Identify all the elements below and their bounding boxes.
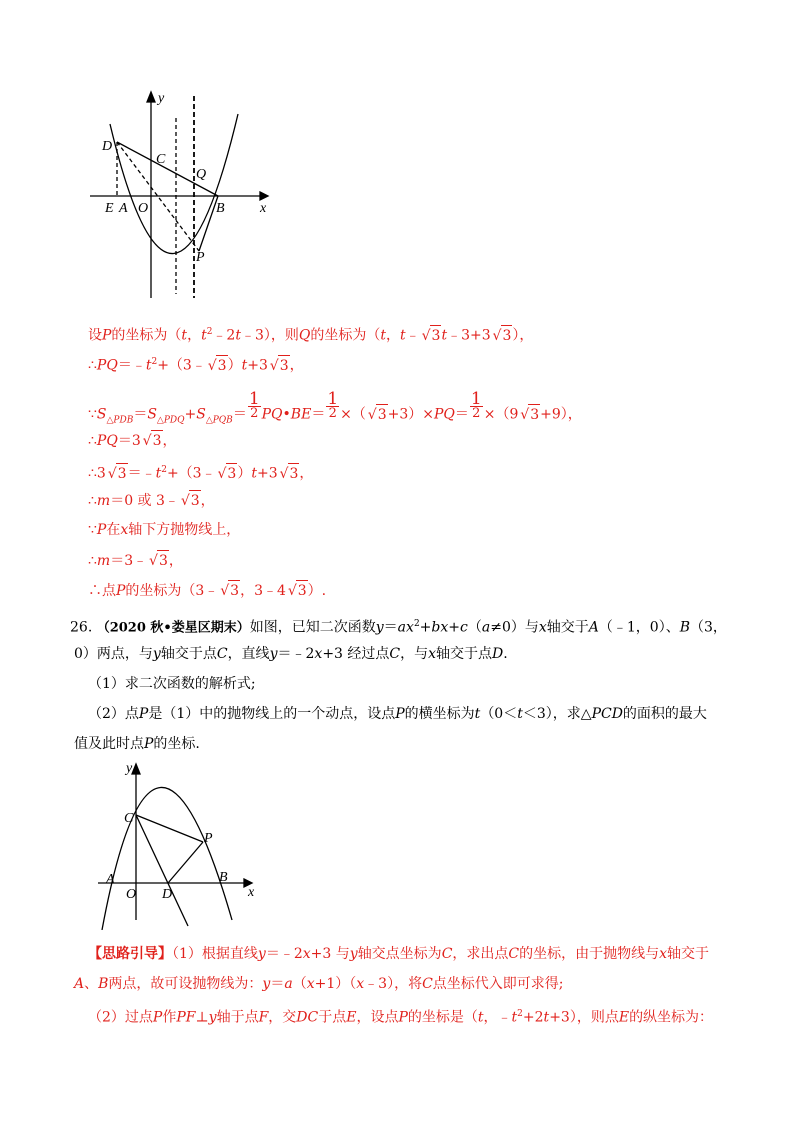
text: （﹣1，0）、 (598, 619, 680, 636)
figure-parabola-pqb (88, 88, 278, 308)
text: ，﹣ (483, 1009, 512, 1026)
fraction-half (470, 389, 483, 421)
text: ﹣3+3 (447, 327, 491, 344)
text: 在 (106, 522, 121, 538)
var: a (284, 976, 293, 992)
var: x (302, 946, 311, 962)
fraction-half (326, 389, 339, 421)
var: y (152, 646, 161, 662)
text: （3， (690, 619, 727, 636)
text: 的坐标为（ (111, 327, 182, 344)
fig1-x-label: x (260, 201, 267, 216)
text: ＝ (383, 619, 398, 636)
var: b (431, 619, 441, 636)
var: t (380, 327, 387, 344)
text: 设 (88, 327, 102, 344)
text: ﹣3），将 (364, 976, 423, 992)
text: ，3﹣4 (240, 583, 286, 599)
sup: 2 (151, 357, 158, 367)
var: S (96, 406, 107, 423)
var: P (102, 327, 112, 344)
x-axis-arrow (260, 192, 268, 200)
text: +9）， (540, 406, 582, 423)
text: + (448, 619, 461, 636)
text: 0）两点，与 (74, 646, 153, 662)
sqrt: √ 3 (296, 580, 308, 601)
var: S (196, 406, 206, 423)
fig2-point-p: P (204, 831, 213, 846)
var: t (155, 465, 162, 482)
sup: 2 (413, 619, 420, 629)
text: 轴交于点 (436, 646, 493, 662)
text: ， (386, 327, 401, 344)
text: ≠0）与 (490, 619, 539, 636)
text: （0＜ (480, 706, 518, 722)
text: ， (187, 327, 202, 344)
var: t (241, 357, 248, 374)
fig2-point-c: C (124, 811, 134, 826)
var: c (460, 619, 468, 636)
text: 如图，已知二次函数 (249, 619, 376, 636)
text: （ (467, 619, 482, 636)
fig2-point-d: D (162, 887, 173, 902)
solution-line-4 (88, 430, 177, 451)
fig2-point-a: A (106, 872, 115, 887)
var: m (96, 553, 111, 569)
var: C (216, 646, 228, 662)
text: （1）根据直线 (172, 946, 258, 962)
solution-line-2 (88, 352, 304, 376)
var: E (618, 1009, 630, 1026)
text: 两点，故可设抛物线为： (108, 976, 263, 992)
text: ， (162, 433, 177, 449)
numerator: 1 (327, 389, 339, 409)
text: ＝﹣ (127, 465, 156, 482)
text: 、 (84, 976, 99, 992)
fig1-y-label: y (158, 91, 165, 106)
text: 轴于点 (216, 1009, 259, 1026)
text: 于点 (318, 1009, 347, 1026)
text: ∵ (88, 406, 97, 423)
text: ∴ (88, 433, 97, 449)
var: x (659, 946, 668, 962)
text: ⊥ (195, 1009, 209, 1026)
text: . (503, 646, 508, 662)
sqrt: √ 3 (288, 463, 300, 484)
text: ，与 (400, 646, 429, 662)
fig1-point-c: C (156, 152, 166, 167)
var: x (356, 976, 365, 992)
text: 的坐标为（ (310, 327, 381, 344)
var: a (397, 619, 407, 636)
var: F (258, 1009, 269, 1026)
text: +（3﹣ (166, 465, 216, 482)
y-axis-arrow (147, 92, 155, 102)
var: C (508, 946, 520, 962)
text: ＝3 (117, 433, 141, 449)
text: ＝ (311, 406, 326, 423)
sub: △PDQ (156, 415, 185, 426)
var: t (543, 1009, 550, 1026)
text: ， (168, 553, 183, 569)
text: （ (292, 976, 307, 992)
text: ＝0 或 3﹣ (110, 493, 179, 509)
text: ∴点 (88, 583, 116, 599)
text: 轴交于 (546, 619, 589, 636)
problem-source: （2020 秋•娄星区期末） (96, 620, 250, 636)
text: +3 与 (310, 946, 350, 962)
var: Q (298, 327, 311, 344)
var: DC (296, 1009, 319, 1026)
var: y (208, 1009, 217, 1026)
question-2 (88, 704, 707, 724)
text: 的坐标为（3﹣ (125, 583, 219, 599)
text: （2）过点 (88, 1009, 153, 1026)
denominator: 2 (328, 406, 337, 421)
text: ＝ (270, 976, 285, 992)
text: ＝ (133, 406, 148, 423)
text: ＝ (454, 406, 469, 423)
hint-line-2 (74, 974, 564, 994)
fig2-point-b: B (219, 870, 228, 885)
text: 是（1）中的抛物线上的一个动点，设点 (148, 706, 396, 722)
solution-line-8 (88, 550, 183, 571)
var: S (147, 406, 157, 423)
text: +2 (522, 1009, 544, 1026)
text: （1）求二次函数的解析式; (88, 676, 256, 692)
text: 轴交点坐标为 (357, 946, 442, 962)
var: PQ•BE (261, 406, 312, 423)
var: x (406, 619, 414, 636)
hint-line-3 (88, 1004, 713, 1028)
var: x (120, 522, 129, 538)
solution-line-7 (88, 520, 240, 540)
text: ＝3﹣ (110, 553, 148, 569)
text: ， (299, 465, 314, 482)
text: ， (200, 493, 215, 509)
text: 的坐标是（ (407, 1009, 478, 1026)
text: ＜3），求△ (522, 706, 592, 722)
var: P (138, 706, 149, 722)
var: t (201, 327, 207, 344)
text: +3 经过点 (322, 646, 390, 662)
text: ，交 (268, 1009, 297, 1026)
text: + (184, 406, 197, 423)
var: x (428, 646, 437, 662)
text: 点坐标代入即可求得; (432, 976, 564, 992)
sup: 2 (517, 1009, 523, 1019)
denominator: 2 (472, 406, 481, 421)
text: ﹣ (405, 327, 420, 344)
var: y (269, 646, 278, 662)
fig2-x-label: x (248, 885, 255, 900)
text: 的坐标. (153, 736, 200, 752)
solution-line-1 (88, 322, 533, 346)
sup: 2 (161, 465, 167, 475)
sqrt: √ 3 (528, 404, 540, 425)
text: +3 (247, 357, 268, 374)
var: t (477, 1009, 484, 1026)
var: t (251, 465, 257, 482)
text: 值及此时点 (74, 736, 144, 752)
line-cd (136, 815, 188, 926)
text: 的面积的最大 (622, 706, 707, 722)
numerator: 1 (470, 389, 482, 409)
text: +3），则点 (549, 1009, 619, 1026)
text: ） (227, 357, 242, 374)
figure-parabola-pcd (96, 760, 261, 930)
sup: 2 (206, 327, 213, 337)
text: +3 (256, 465, 278, 482)
text: ∵ (88, 522, 97, 538)
solution-line-6 (88, 490, 215, 511)
text: ×（ (340, 406, 366, 423)
y-axis-arrow (132, 764, 140, 774)
sqrt: √ 3 (226, 463, 238, 484)
var: x (538, 619, 547, 636)
var: y (262, 976, 271, 992)
var: t (400, 327, 406, 344)
sqrt: √ 3 (376, 404, 388, 425)
text: ×（9 (483, 406, 519, 423)
sub: △PDB (106, 415, 134, 426)
text: （2）点 (88, 706, 139, 722)
var: y (349, 946, 358, 962)
var: a (481, 619, 491, 636)
denominator: 2 (250, 406, 259, 421)
var: x (314, 646, 323, 662)
var: t (517, 706, 523, 722)
fig1-point-d: D (102, 139, 113, 154)
fig2-y-label: y (126, 761, 133, 776)
var: C (441, 946, 453, 962)
solution-line-5 (88, 460, 313, 484)
var: C (389, 646, 401, 662)
sqrt: √ 3 (189, 490, 201, 511)
sqrt: √ 3 (116, 463, 128, 484)
text: 的横坐标为 (404, 706, 475, 722)
fig1-point-o: O (138, 201, 149, 216)
text: ＝﹣2 (277, 646, 315, 662)
var: x (440, 619, 449, 636)
question-1 (88, 674, 256, 694)
var: P (395, 706, 405, 722)
var: A (74, 976, 85, 992)
text: ＝ (232, 406, 247, 423)
text: ， (289, 357, 304, 374)
text: ）， (512, 327, 534, 344)
var: P (96, 522, 107, 538)
var: P (152, 1009, 163, 1026)
var: y (257, 946, 266, 962)
var: PCD (591, 706, 623, 722)
problem-26-statement-cont (74, 644, 754, 664)
fig1-point-b: B (216, 201, 225, 216)
text: +3）× (387, 406, 434, 423)
hint-line-1 (88, 944, 709, 964)
var: PQ (96, 433, 118, 449)
solution-line-3 (88, 389, 582, 430)
text: ＝﹣2 (265, 946, 303, 962)
text: +（3﹣ (157, 357, 206, 374)
var: P (116, 583, 126, 599)
sqrt: √ 3 (501, 325, 513, 346)
sqrt: √ 3 (216, 355, 228, 376)
var: m (96, 493, 111, 509)
sqrt: √ 3 (228, 580, 240, 601)
fig2-point-o: O (126, 887, 137, 902)
fraction-half (248, 389, 261, 421)
fig1-point-p: P (196, 250, 205, 265)
text: ﹣3），则 (241, 327, 299, 344)
text: 轴交于点 (160, 646, 217, 662)
text: 轴下方抛物线上， (128, 522, 241, 538)
var: B (98, 976, 109, 992)
text: ＝﹣ (117, 357, 146, 374)
text: ，设点 (356, 1009, 399, 1026)
text: ）. (307, 583, 327, 599)
var: D (492, 646, 504, 662)
var: t (181, 327, 188, 344)
text: ∴ (88, 357, 97, 374)
text: 轴交于 (667, 946, 710, 962)
text: ，求出点 (452, 946, 509, 962)
text: ∴ (88, 553, 97, 569)
text: ，直线 (227, 646, 270, 662)
sqrt: √ 3 (151, 430, 163, 451)
var: t (145, 357, 152, 374)
numerator: 1 (248, 389, 260, 409)
text: +1）（ (314, 976, 357, 992)
text: ） (237, 465, 252, 482)
parabola-curve (110, 114, 238, 254)
var: P (144, 736, 154, 752)
line-pd (168, 842, 203, 883)
sqrt: √ 3 (430, 325, 442, 346)
fig1-point-e: E (105, 201, 114, 216)
var: P (398, 1009, 408, 1026)
sqrt: √ 3 (157, 550, 169, 571)
var: E (346, 1009, 357, 1026)
var: A (588, 619, 599, 636)
var: PF (176, 1009, 196, 1026)
var: C (422, 976, 433, 992)
text: 的坐标，由于抛物线与 (519, 946, 660, 962)
var: PQ (96, 357, 118, 374)
fig1-point-a: A (119, 201, 128, 216)
text: ∴3 (88, 465, 106, 482)
hint-tag: 【思路引导】 (88, 946, 172, 962)
sub: △PQB (205, 415, 233, 426)
var: t (235, 327, 241, 344)
sqrt: √ 3 (278, 355, 290, 376)
problem-26-statement (70, 614, 750, 639)
var: t (474, 706, 481, 722)
fig1-point-q: Q (196, 167, 207, 182)
var: PQ (434, 406, 455, 423)
parabola-curve (102, 787, 232, 930)
var: x (306, 976, 315, 992)
question-2-cont (74, 734, 200, 754)
text: 的纵坐标为： (629, 1009, 714, 1026)
var: t (441, 327, 448, 344)
text: + (419, 619, 432, 636)
problem-number: 26. (70, 619, 93, 636)
var: y (375, 619, 384, 636)
solution-line-9 (88, 580, 326, 601)
text: 作 (162, 1009, 177, 1026)
var: B (679, 619, 691, 636)
text: ∴ (88, 493, 97, 509)
var: t (511, 1009, 518, 1026)
text: ﹣2 (212, 327, 236, 344)
